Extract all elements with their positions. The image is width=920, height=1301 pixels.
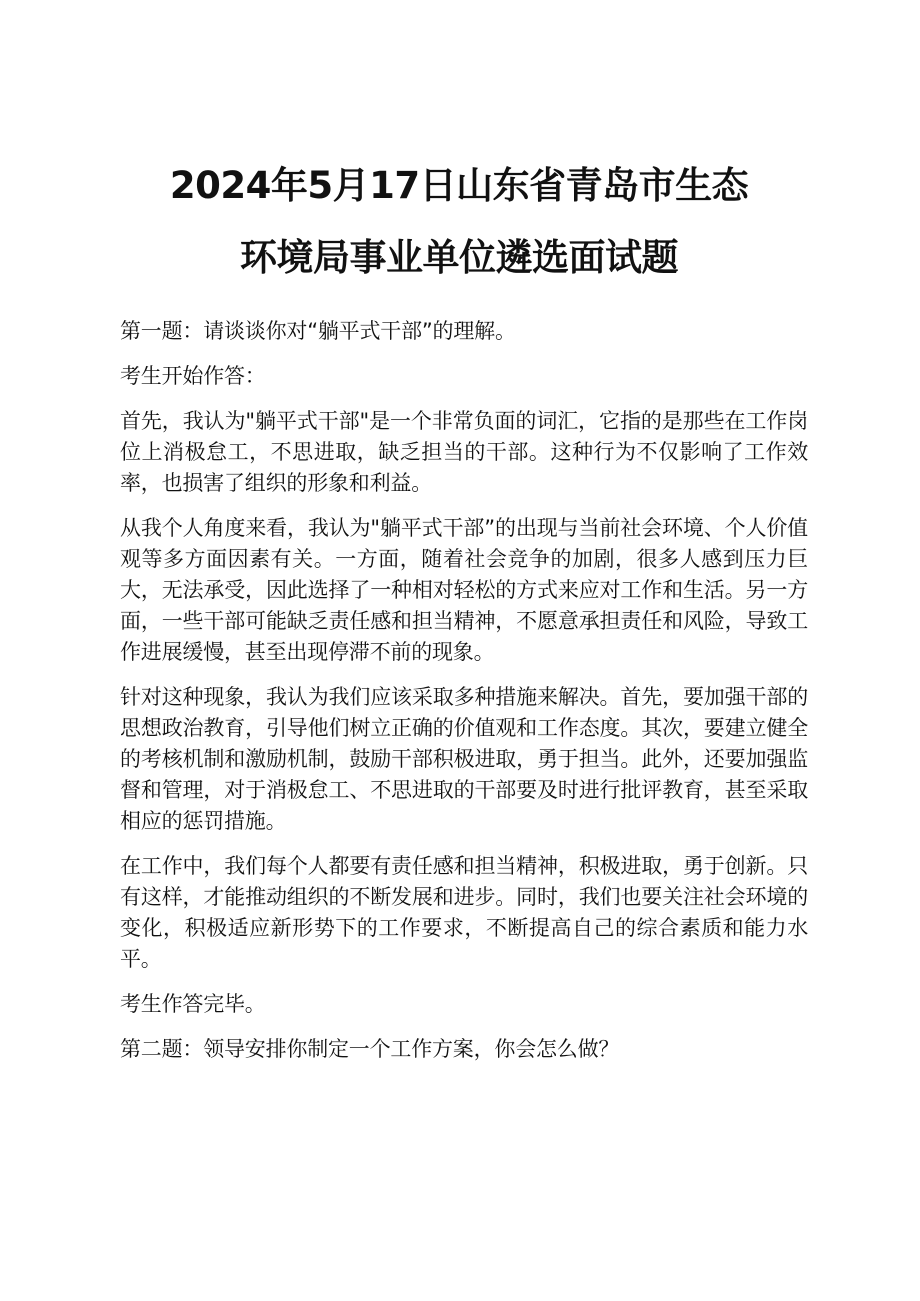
- document-title: [110, 150, 808, 294]
- answer-paragraph-1: 首先，我认为"躺平式干部"是一个非常负面的词汇，它指的是那些在工作岗位上消极怠工，不思进取，缺乏担当的干部。这种行为不仅影响了工作效率，也损害了组织的形象和利益。: [120, 409, 808, 495]
- answer-end-label: 考生作答完毕。: [120, 992, 266, 1016]
- answer-paragraph-3: 针对这种现象，我认为我们应该采取多种措施来解决。首先，要加强干部的思想政治教育，引导他们树立正确的价值观和工作态度。其次，要建立健全的考核机制和激励机制，鼓励干部积极进取，勇于担当。此外，还要加强监督和管理，对于消极怠工、不思进取的干部要及时进行批评教育，甚至采取相应的惩罚措施。: [120, 685, 808, 833]
- question-1-heading: 第一题：请谈谈你对“躺平式干部”的理解。: [120, 319, 516, 343]
- answer-paragraph-2: 从我个人角度来看，我认为"躺平式干部”的出现与当前社会环境、个人价值观等多方面因素有关。一方面，随着社会竞争的加剧，很多人感到压力巨大，无法承受，因此选择了一种相对轻松的方式来应对工作和生活。另一方面，一些干部可能缺乏责任感和担当精神，不愿意承担责任和风险，导致工作进展缓慢，甚至出现停滞不前的现象。: [120, 516, 808, 664]
- question-2-heading: 第二题：领导安排你制定一个工作方案，你会怎么做？: [120, 1037, 620, 1061]
- answer-paragraph-4: 在工作中，我们每个人都要有责任感和担当精神，积极进取，勇于创新。只有这样，才能推动组织的不断发展和进步。同时，我们也要关注社会环境的变化，积极适应新形势下的工作要求，不断提高自己的综合素质和能力水平。: [120, 854, 808, 971]
- answer-start-label: 考生开始作答：: [120, 364, 266, 388]
- title-line-1: 2024年5月17日山东省青岛市生态: [169, 164, 749, 207]
- title-line-2: 环境局事业单位遴选面试题: [240, 236, 678, 279]
